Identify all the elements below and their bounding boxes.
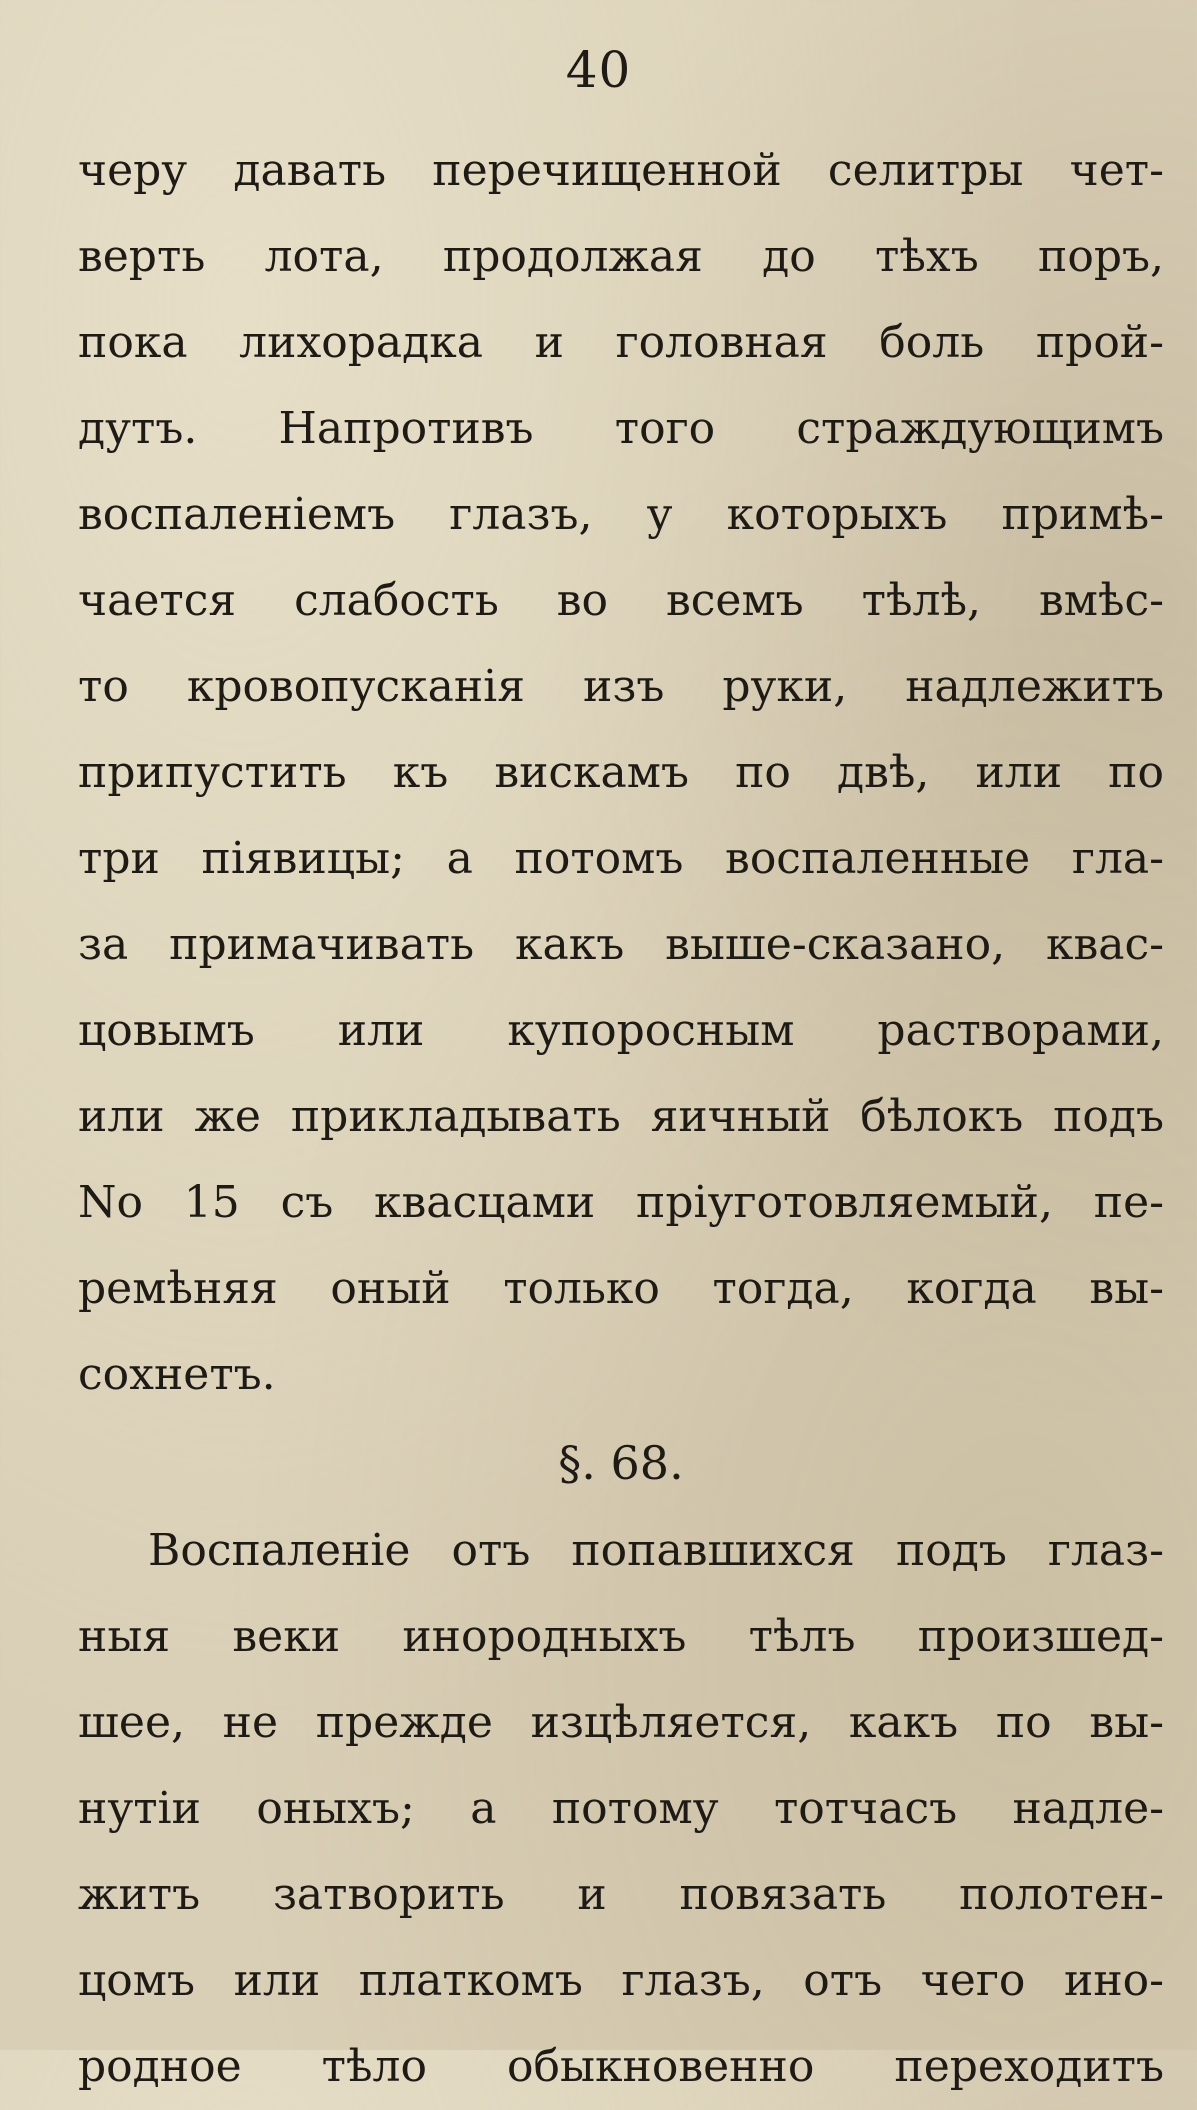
text-line: пока лихорадка и головная боль прой- xyxy=(78,317,1164,368)
text-line: житъ затворить и повязать полотен- xyxy=(78,1869,1164,1920)
text-line: ныя веки инородныхъ тѣлъ произшед- xyxy=(78,1611,1164,1662)
text-line: Воспаленіе отъ попавшихся подъ глаз- xyxy=(148,1525,1164,1576)
text-line: нутіи оныхъ; а потому тотчасъ надле- xyxy=(78,1783,1164,1834)
text-line: за примачивать какъ выше-сказано, квас- xyxy=(78,919,1164,970)
text-line: или же прикладывать яичный бѣлокъ подъ xyxy=(78,1091,1164,1142)
text-line: ремѣняя оный только тогда, когда вы- xyxy=(78,1263,1164,1314)
text-line: припустить къ вискамъ по двѣ, или по xyxy=(78,747,1164,798)
text-line: дутъ. Напротивъ того страждующимъ xyxy=(78,403,1164,454)
text-line: сохнетъ. xyxy=(78,1349,276,1400)
page-number: 40 xyxy=(565,41,632,99)
text-line: No 15 съ квасцами пріуготовляемый, пе- xyxy=(78,1177,1164,1228)
text-line: цовымъ или купоросным растворами, xyxy=(78,1005,1164,1056)
paragraph-1 xyxy=(78,128,1164,1418)
text-line: воспаленіемъ глазъ, у которыхъ примѣ- xyxy=(78,489,1164,540)
text-line: родное тѣло обыкновенно переходитъ xyxy=(78,2041,1164,2092)
text-line: верть лота, продолжая до тѣхъ поръ, xyxy=(78,231,1164,282)
text-line: шее, не прежде изцѣляется, какъ по вы- xyxy=(78,1697,1164,1748)
text-line: черу давать перечищенной селитры чет- xyxy=(78,145,1164,196)
text-line: чается слабость во всемъ тѣлѣ, вмѣс- xyxy=(78,575,1164,626)
text-line: то кровопусканія изъ руки, надлежитъ xyxy=(78,661,1164,712)
text-line: три піявицы; а потомъ воспаленные гла- xyxy=(78,833,1164,884)
paragraph-2 xyxy=(78,1508,1164,2110)
text-line: цомъ или платкомъ глазъ, отъ чего ино- xyxy=(78,1955,1164,2006)
section-heading: §. 68. xyxy=(558,1436,684,1490)
body-text xyxy=(78,128,1164,2110)
